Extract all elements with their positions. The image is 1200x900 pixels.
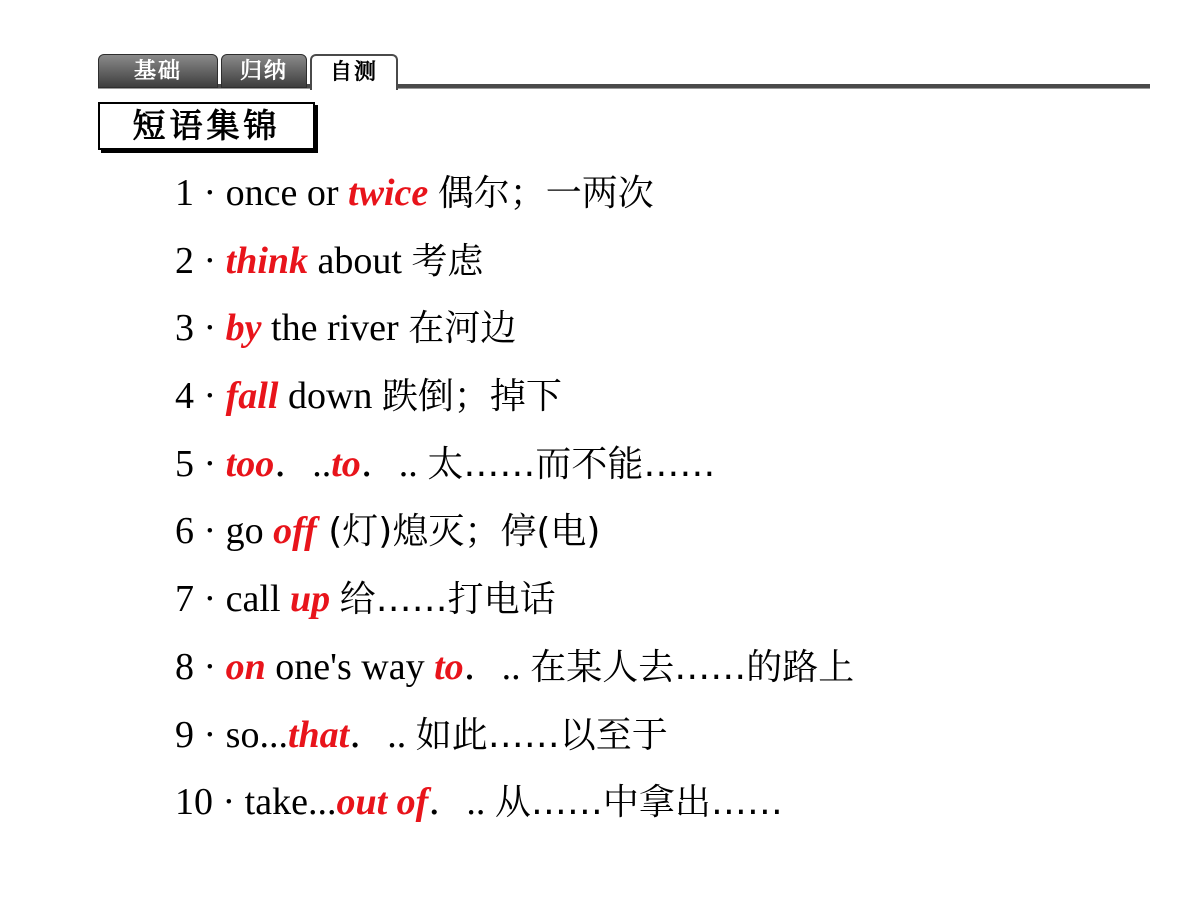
phrase-item [175,371,854,439]
phrase-meaning: 跌倒；掉下 [381,376,562,418]
phrase-meaning: 偶尔；一两次 [437,173,654,214]
phrase-separator: · [203,442,217,485]
section-title: 短语集锦 [98,102,315,150]
phrase-item [175,168,854,236]
phrase-number: 7 [175,578,194,621]
phrase-text: the river [261,307,409,350]
key-word: to [331,442,361,485]
phrase-text: ．.. [274,442,332,485]
phrase-meaning: (灯)熄灭；停(电) [316,511,601,553]
phrase-text: ．.. [360,442,428,485]
key-word: off [273,510,317,553]
phrase-meaning: 在某人去……的路上 [530,646,855,688]
key-word: by [225,307,262,350]
phrase-meaning: 考虑 [411,240,484,282]
key-word: up [290,578,331,621]
phrase-list [175,168,854,845]
phrase-text: so... [225,713,288,756]
phrase-text: take... [244,781,337,824]
phrase-text [330,578,340,620]
phrase-item [175,506,854,574]
phrase-separator: · [203,510,217,553]
phrase-item [175,777,854,845]
phrase-meaning: 给……打电话 [339,579,556,621]
phrase-number: 6 [175,510,194,553]
phrase-number: 3 [175,307,194,350]
tab-self-test[interactable]: 自测 [310,54,398,90]
key-word: out of [336,781,429,824]
phrase-item [175,574,854,642]
key-word: on [225,645,266,688]
phrase-text: ．.. [428,781,495,824]
phrase-separator: · [203,307,217,350]
phrase-text: one's way [265,645,435,688]
phrase-text: down [278,375,382,418]
phrase-item [175,642,854,710]
tab-basics[interactable]: 基础 [98,54,218,88]
phrase-item [175,439,854,507]
phrase-text: ．.. [463,645,531,688]
phrase-separator: · [203,172,217,214]
phrase-meaning: 太……而不能…… [427,443,716,485]
phrase-separator: · [203,239,217,282]
phrase-item [175,303,854,371]
phrase-number: 10 [175,781,213,824]
key-word: that [287,713,350,756]
phrase-number: 2 [175,239,194,282]
phrase-text [428,172,438,214]
phrase-meaning: 在河边 [408,308,517,350]
phrase-item [175,236,854,304]
key-word: to [434,645,464,688]
key-word: too [225,442,275,485]
phrase-number: 4 [175,375,194,418]
section-tab-bar [98,52,1150,90]
phrase-item [175,710,854,778]
phrase-separator: · [222,781,236,824]
phrase-separator: · [203,645,217,688]
phrase-meaning: 如此……以至于 [415,714,668,756]
phrase-number: 1 [175,172,194,214]
phrase-text: ．.. [349,713,416,756]
key-word: twice [348,172,429,214]
phrase-text: once or [225,172,349,214]
tab-summary[interactable]: 归纳 [221,54,307,88]
phrase-text: about [308,239,412,282]
phrase-separator: · [203,578,217,621]
phrase-text: go [225,510,274,553]
key-word: think [225,239,309,282]
phrase-separator: · [203,713,217,756]
phrase-meaning: 从……中拿出…… [494,782,783,824]
phrase-text: call [225,578,291,621]
phrase-number: 8 [175,645,194,688]
phrase-number: 9 [175,713,194,756]
key-word: fall [225,375,279,418]
phrase-separator: · [203,375,217,418]
phrase-number: 5 [175,442,194,485]
